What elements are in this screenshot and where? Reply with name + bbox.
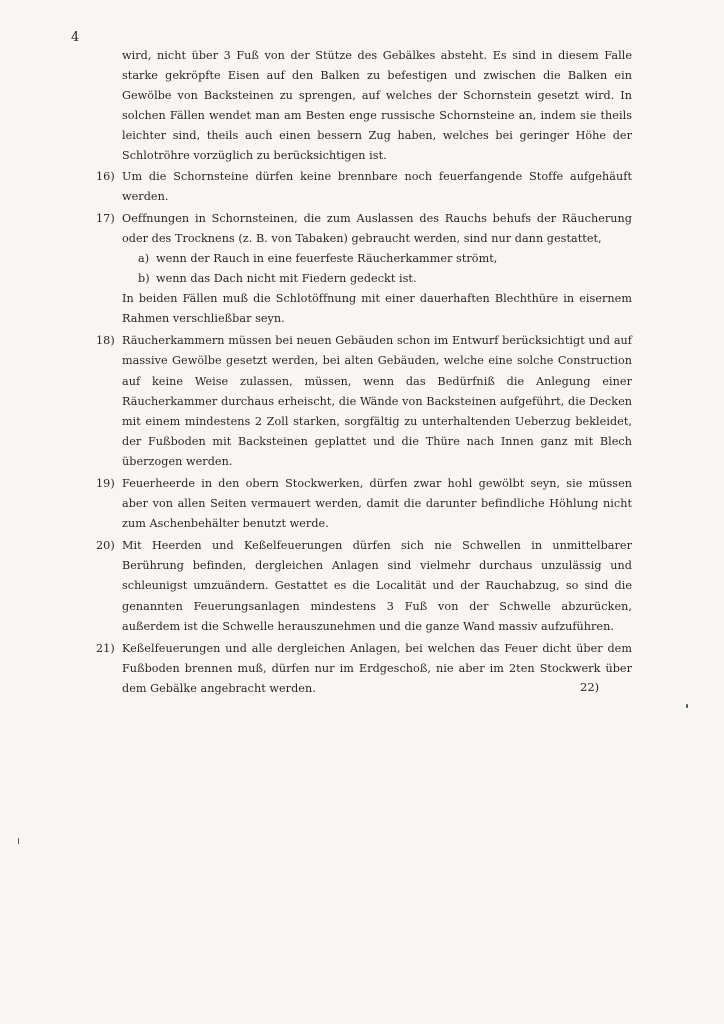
page-number: 4 (71, 30, 80, 45)
list-item-21 (96, 639, 632, 699)
item-text: Keßelfeuerungen und alle dergleichen Anlagen, bei welchen das Feuer dicht über dem Fußboden brennen muß, dürfen nur im Erdgeschoß, nie aber im 2ten Stockwerk über dem Gebälke angebracht werden. (122, 641, 632, 695)
continuation-paragraph: wird, nicht über 3 Fuß von der Stütze des Gebälkes absteht. Es sind in diesem Falle starke gekröpfte Eisen auf den Balken zu befestigen und zwischen die Balken ein Gewölbe von Backsteinen zu sprengen, auf welches der Schornstein gesetzt wird. In solchen Fällen wendet man am Besten enge russische Schornsteine an, indem sie theils leichter sind, theils auch einen bessern Zug haben, welches bei geringer Höhe der Schlotröhre vorzüglich zu berücksichtigen ist. (122, 49, 632, 163)
item-text: Mit Heerden und Keßelfeuerungen dürfen sich nie Schwellen in unmittelbarer Berührung befinden, dergleichen Anlagen sind vielmehr durchaus unzulässig und schleunigst umzuändern. Gestattet es die Localität und der Rauchabzug, so sind die genannten Feuerungsanlagen mindestens 3 Fuß von der Schwelle abzurücken, außerdem ist die Schwelle herauszunehmen und die ganze Wand massiv aufzuführen. (122, 539, 632, 633)
ink-speck (686, 704, 688, 708)
item-number: 17) (96, 211, 115, 225)
item-number: 20) (96, 539, 115, 553)
ink-speck (18, 838, 19, 844)
subitem-text: wenn der Rauch in eine feuerfeste Räucherkammer strömt, (156, 251, 498, 265)
item-number: 21) (96, 641, 115, 655)
page-body (96, 46, 632, 701)
subitem-text: wenn das Dach nicht mit Fiedern gedeckt ist. (156, 272, 417, 286)
item-text: Räucherkammern müssen bei neuen Gebäuden schon im Entwurf berücksichtigt und auf massive Gewölbe gesetzt werden, bei alten Gebäuden, welche eine solche Construction auf keine Weise zulassen, müssen, wenn das Bedürfniß die Anlegung einer Räucherkammer durchaus erheischt, die Wände von Backsteinen aufgeführt, die Decken mit einem mindestens 2 Zoll starken, sorgfältig zu unterhaltenden Ueberzug bekleidet, der Fußboden mit Backsteinen geplattet und die Thüre nach Innen ganz mit Blech überzogen werden. (122, 334, 632, 468)
list-item-16 (96, 167, 632, 207)
item-text: Um die Schornsteine dürfen keine brennbare noch feuerfangende Stoffe aufgehäuft werden. (122, 169, 632, 203)
item-number: 18) (96, 334, 115, 348)
subitem-a (122, 249, 632, 269)
subitem-label: b) (138, 272, 150, 286)
item-text: Oeffnungen in Schornsteinen, die zum Auslassen des Rauchs behufs der Räucherung oder des Trocknens (z. B. von Tabaken) gebraucht werden, sind nur dann gestattet, (122, 211, 632, 245)
list-item-18 (96, 331, 632, 472)
subitem-label: a) (138, 251, 150, 265)
list-item-17 (96, 209, 632, 289)
item-number: 16) (96, 169, 115, 183)
subitem-b (122, 269, 632, 289)
list-item-19 (96, 474, 632, 534)
item-body (122, 209, 632, 289)
item-text: Feuerheerde in den obern Stockwerken, dürfen zwar hohl gewölbt seyn, sie müssen aber von allen Seiten vermauert werden, damit die darunter befindliche Höhlung nicht zum Aschenbehälter benutzt werde. (122, 476, 632, 531)
item-17-tail: In beiden Fällen muß die Schlotöffnung mit einer dauerhaften Blechthüre in eisernem Rahmen verschließbar seyn. (122, 292, 632, 326)
list-item-20 (96, 536, 632, 636)
item-number: 19) (96, 476, 115, 490)
catchword: 22) (580, 680, 600, 694)
